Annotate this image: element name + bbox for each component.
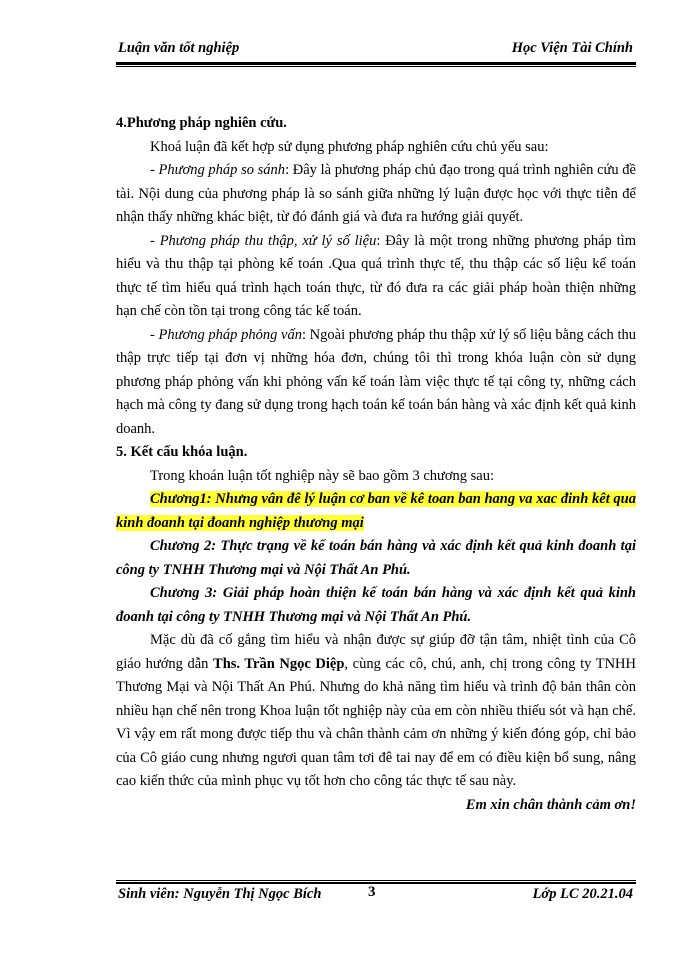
thanks-line: Em xin chân thành cảm ơn!: [465, 796, 636, 813]
method-comparison: [116, 159, 636, 230]
method-interview-label: - Phương pháp phỏng vấn: [150, 326, 302, 343]
chapter-3: Chương 3: Giải pháp hoàn thiện kế toán bán hàng và xác định kết quả kinh đoanh tại công ty TNHH Thương mại và Nội Thất An Phú.: [116, 585, 636, 625]
section-4-title: 4.Phương pháp nghiên cứu.: [116, 115, 287, 131]
document-body: [116, 112, 636, 817]
section-4-intro: Khoá luận đã kết hợp sử dụng phương pháp nghiên cứu chủ yếu sau:: [150, 138, 549, 155]
chapter-1-highlighted: Chương1: Nhưng vân đê lý luận cơ ban về kê toan ban hang va xac đinh kêt qua kinh đoanh tại đoanh nghiệp thương mại: [116, 491, 636, 531]
header-rule-thin: [116, 66, 636, 67]
header-thesis-label: Luận văn tốt nghiệp: [118, 40, 240, 56]
footer-student: Sinh viên: Nguyễn Thị Ngọc Bích: [118, 886, 322, 902]
method-comparison-label: - Phương pháp so sánh: [150, 162, 286, 178]
header-institution: Học Viện Tài Chính: [511, 40, 633, 56]
method-interview: [116, 324, 636, 442]
method-data-collection: [116, 230, 636, 324]
closing-text-b: , cùng các cô, chú, anh, chị trong công ty TNHH Thương Mại và Nội Thất An Phú. Nhưng do khả năng tìm hiểu và trình độ bản thân còn nhiều hạn chế nên trong Khoa luận tốt nghiệp này của em còn nhiều thiếu sót và hạn chế. Vì vậy em rất mong được tiếp thu và chân thành cảm ơn những ý kiến đóng góp, chỉ bảo của Cô giáo cung nhưng ngươi quan tâm tơi đê tai nay để em có điều kiện bổ sung, nâng cao kiến thức của mình phục vụ tốt hơn cho công tác thực tế sau này.: [116, 655, 636, 789]
footer-rule-thin: [116, 880, 636, 881]
method-data-collection-text: : Đây là một trong những phương pháp tìm hiểu và thu thập tại phòng kế toán .Qua quá trình thực tế, thu thập các số liệu kế toán thực tế tìm hiểu quá trình hạch toán thực, từ đó đưa ra các giải pháp hoàn thiện những hạn chế còn tồn tại trong công tác kế toán.: [116, 232, 636, 319]
closing-text-a: Mặc dù đã cố gắng tìm hiểu và nhận được sự giúp đỡ tận tâm, nhiệt tình của Cô giáo hướng dẫn: [116, 632, 636, 672]
footer-rule: [116, 882, 636, 884]
method-interview-text: : Ngoài phương pháp thu thập xử lý số liệu bằng cách thu thập trực tiếp tại đơn vị những hóa đơn, chúng tôi thì trong khóa luận còn sử dụng phương pháp phỏng vấn khi phỏng vấn kế toán làm việc thực tế tại công ty, những cách hạch mà công ty đang sử dụng trong hạch toán kế toán bán hàng và xác định kết quả kinh doanh.: [116, 326, 636, 437]
section-5-title: 5. Kết cấu khóa luận.: [116, 444, 248, 460]
advisor-name: Ths. Trần Ngọc Diệp: [213, 655, 345, 672]
method-comparison-text: : Đây là phương pháp chủ đạo trong quá trình nghiên cứu đề tài. Nội dung của phương pháp là so sánh giữa những lý luận được học với thực tiễn để nhận thấy những khác biệt, từ đó đánh giá và đưa ra hướng giải quyết.: [116, 162, 636, 225]
chapter-1: [116, 488, 636, 535]
page-number: 3: [368, 884, 376, 900]
method-data-collection-label: - Phương pháp thu thập, xử lý số liệu: [150, 232, 377, 249]
header-rule: [116, 62, 636, 65]
closing-paragraph: [116, 629, 636, 794]
chapter-2: Chương 2: Thực trạng về kế toán bán hàng và xác định kết quả kinh đoanh tại công ty TNHH Thương mại và Nội Thất An Phú.: [116, 538, 636, 578]
footer-class: Lớp LC 20.21.04: [532, 886, 633, 902]
section-5-intro: Trong khoán luận tốt nghiệp này sẽ bao gồm 3 chương sau:: [150, 467, 495, 484]
